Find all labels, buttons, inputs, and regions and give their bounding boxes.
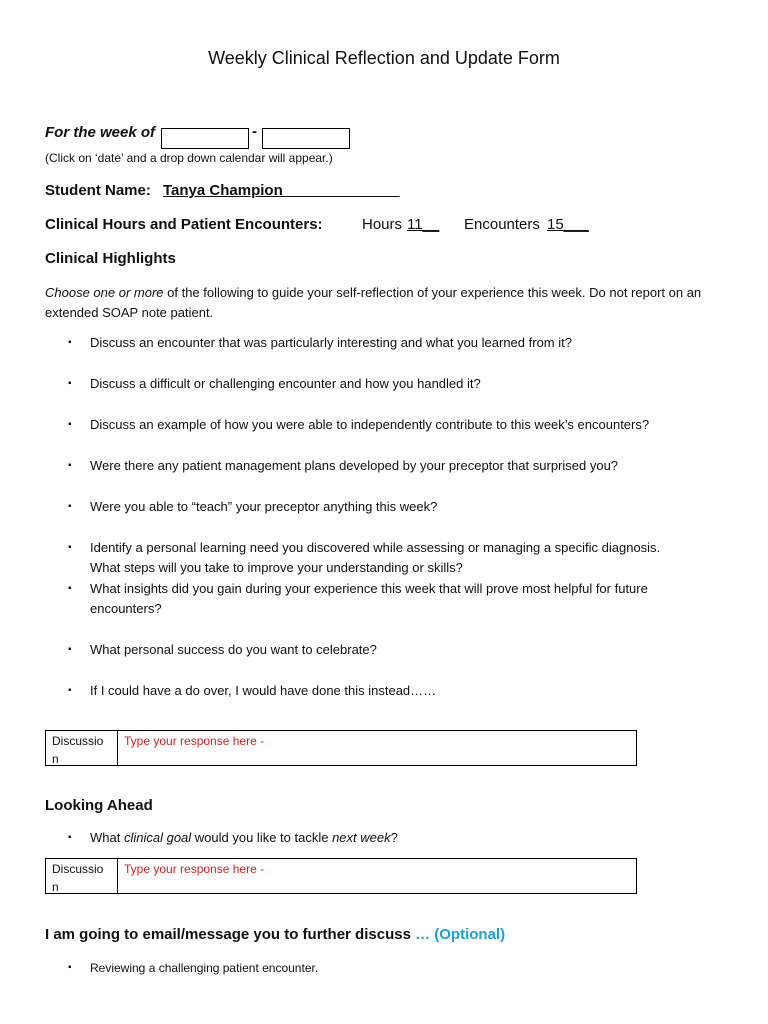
list-item: Discuss an example of how you were able to independently contribute to this week’s encounters? — [90, 417, 650, 432]
bullet-icon: ▪ — [68, 583, 72, 594]
clinical-highlights-heading: Clinical Highlights — [45, 250, 176, 267]
week-label: For the week of — [45, 124, 156, 141]
encounters-value: 15___ — [547, 216, 589, 233]
bullet-icon: ▪ — [68, 832, 72, 843]
list-item: Reviewing a challenging patient encounter. — [90, 961, 319, 975]
discussion-label — [46, 731, 118, 765]
list-item: Discuss a difficult or challenging encounter and how you handled it? — [90, 376, 481, 391]
list-item: Identify a personal learning need you discovered while assessing or managing a specific diagnosis. — [90, 540, 661, 555]
goal-question-emphasis-2: next week — [332, 830, 391, 845]
discussion-label-line1: Discussio — [52, 734, 104, 748]
student-name-label: Student Name: — [45, 182, 151, 199]
goal-question-end: ? — [390, 830, 398, 845]
highlights-intro — [45, 283, 735, 323]
hours-encounters-label: Clinical Hours and Patient Encounters: — [45, 216, 323, 233]
week-end-date-field[interactable] — [262, 128, 350, 149]
bullet-icon: ▪ — [68, 419, 72, 430]
bullet-icon: ▪ — [68, 378, 72, 389]
discussion-label — [46, 859, 118, 893]
goal-question-middle: would you like to tackle — [191, 830, 333, 845]
bullet-icon: ▪ — [68, 501, 72, 512]
hours-value: 11__ — [407, 216, 440, 233]
discussion-label-line2: n — [52, 880, 59, 894]
date-hint: (Click on ‘date’ and a drop down calendar will appear.) — [45, 151, 333, 165]
encounters-label: Encounters — [464, 216, 540, 233]
hours-label: Hours — [362, 216, 403, 233]
bullet-icon: ▪ — [68, 542, 72, 553]
intro-text: of the following to guide your self-reflection of your experience this week. Do not report on an extended SOAP note patient. — [45, 285, 702, 320]
goal-response-table — [45, 858, 637, 894]
goal-question-start: What — [90, 830, 124, 845]
list-item-continuation: What steps will you take to improve your understanding or skills? — [90, 560, 463, 575]
optional-label: … (Optional) — [410, 926, 506, 943]
bullet-icon: ▪ — [68, 644, 72, 655]
form-title: Weekly Clinical Reflection and Update Form — [208, 48, 560, 68]
discussion-response-field[interactable]: Type your response here - — [124, 734, 265, 748]
goal-question-emphasis-1: clinical goal — [123, 830, 192, 845]
list-item: What insights did you gain during your experience this week that will prove most helpful for future — [90, 581, 648, 596]
list-item: What personal success do you want to celebrate? — [90, 642, 377, 657]
list-item: Were you able to “teach” your preceptor anything this week? — [90, 499, 438, 514]
intro-emphasis: Choose one or more — [45, 285, 164, 300]
discussion-label-line1: Discussio — [52, 862, 104, 876]
discussion-response-table — [45, 730, 637, 766]
email-heading-text: I am going to email/message you to further discuss — [45, 926, 411, 943]
list-item-continuation: encounters? — [90, 601, 162, 616]
bullet-icon: ▪ — [68, 685, 72, 696]
bullet-icon: ▪ — [68, 460, 72, 471]
week-start-date-field[interactable] — [161, 128, 249, 149]
bullet-icon: ▪ — [68, 962, 72, 973]
date-separator: - — [252, 123, 257, 140]
bullet-icon: ▪ — [68, 337, 72, 348]
list-item: Were there any patient management plans developed by your preceptor that surprised you? — [90, 458, 619, 473]
list-item: If I could have a do over, I would have done this instead…… — [90, 683, 437, 698]
discussion-label-line2: n — [52, 752, 59, 766]
student-name-value: Tanya Champion______________ — [163, 182, 400, 199]
email-heading — [45, 926, 505, 943]
list-item — [90, 828, 398, 848]
goal-response-field[interactable]: Type your response here - — [124, 862, 265, 876]
list-item: Discuss an encounter that was particularly interesting and what you learned from it? — [90, 335, 572, 350]
looking-ahead-heading: Looking Ahead — [45, 797, 153, 814]
